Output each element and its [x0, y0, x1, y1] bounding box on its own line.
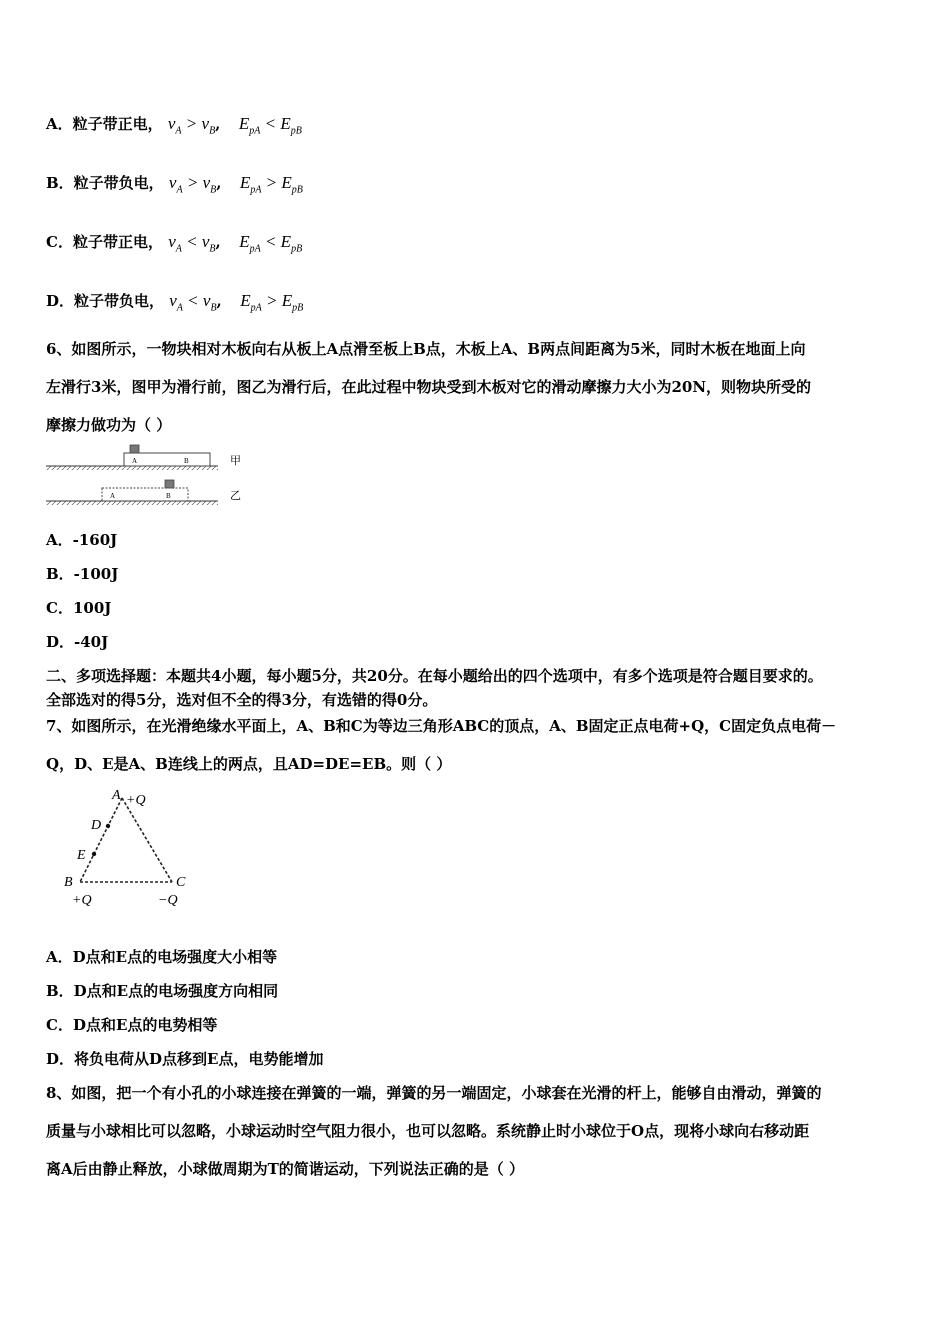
velocity-relation: $v_A < v_B$ — [168, 232, 216, 255]
q7-triangle-figure — [60, 784, 200, 912]
point-d-label: D — [91, 818, 102, 833]
velocity-relation: $v_A > v_B$ — [167, 114, 216, 137]
q5-option-d: D．粒子带负电， $v_A < v_B$, $E_{pA} > E_{pB}$ — [46, 291, 304, 314]
point-e-label: E — [77, 848, 86, 863]
q7-option-b: B．D点和E点的电场强度方向相同 — [46, 982, 279, 1000]
ground-hatch — [46, 501, 218, 505]
vertex-a-label: A — [112, 788, 121, 803]
section2-heading-line1: 二、多项选择题：本题共4小题，每小题5分，共20分。在每小题给出的四个选项中，有多个选项是符合题目要求的。 — [46, 667, 823, 685]
charge-c-label: −Q — [158, 893, 178, 908]
vertex-c-label: C — [176, 875, 186, 890]
q7-stem-line1: 7、如图所示，在光滑绝缘水平面上，A、B和C为等边三角形ABC的顶点，A、B固定正点电荷+Q，C固定负点电荷－ — [46, 717, 837, 735]
q6-option-a: A．-160J — [46, 531, 118, 549]
energy-relation: $E_{pA} > E_{pB}$ — [239, 173, 303, 196]
block-after — [165, 480, 174, 488]
velocity-relation: $v_A > v_B$ — [168, 173, 217, 196]
q6-board-figure — [44, 443, 244, 511]
energy-relation: $E_{pA} < E_{pB}$ — [239, 232, 303, 255]
energy-relation: $E_{pA} < E_{pB}$ — [238, 114, 302, 137]
point-a-label: A — [110, 492, 116, 500]
q6-option-d: D．-40J — [46, 633, 109, 651]
vertex-b-label: B — [64, 875, 73, 890]
point-a-label: A — [132, 457, 138, 465]
section2-heading-line2: 全部选对的得5分，选对但不全的得3分，有选错的得0分。 — [46, 691, 438, 709]
option-label: B．粒子带负电， — [46, 174, 164, 192]
point-d — [106, 824, 110, 828]
point-b-label: B — [184, 457, 189, 465]
q6-stem-line3: 摩擦力做功为（ ） — [46, 416, 172, 434]
charge-a-label: +Q — [126, 793, 146, 808]
charge-b-label: +Q — [72, 893, 92, 908]
option-label: D．粒子带负电， — [46, 292, 165, 310]
q6-stem-line2: 左滑行3米，图甲为滑行前，图乙为滑行后，在此过程中物块受到木板对它的滑动摩擦力大小为20N，则物块所受的 — [46, 378, 812, 396]
side-ab — [80, 798, 122, 882]
q7-stem-line2: Q，D、E是A、B连线上的两点，且AD=DE=EB。则（ ） — [46, 755, 452, 773]
option-label: C．粒子带正电， — [46, 233, 163, 251]
option-label: A．粒子带正电， — [46, 115, 163, 133]
q5-option-b: B．粒子带负电， $v_A > v_B$, $E_{pA} > E_{pB}$ — [46, 173, 303, 196]
q7-option-d: D．将负电荷从D点移到E点，电势能增加 — [46, 1050, 324, 1068]
ground-hatch — [46, 466, 218, 470]
q8-stem-line3: 离A后由静止释放，小球做周期为T的简谐运动，下列说法正确的是（ ） — [46, 1160, 525, 1178]
q8-stem-line2: 质量与小球相比可以忽略，小球运动时空气阻力很小，也可以忽略。系统静止时小球位于O点，现将小球向右移动距 — [46, 1122, 810, 1140]
velocity-relation: $v_A < v_B$ — [169, 291, 217, 314]
q5-option-a: A．粒子带正电， $v_A > v_B$, $E_{pA} < E_{pB}$ — [46, 114, 302, 137]
q7-option-c: C．D点和E点的电势相等 — [46, 1016, 218, 1034]
q6-option-c: C．100J — [46, 599, 112, 617]
energy-relation: $E_{pA} > E_{pB}$ — [240, 291, 304, 314]
block-before — [130, 445, 139, 453]
figure-yi-label: 乙 — [230, 490, 241, 502]
q7-option-a: A．D点和E点的电场强度大小相等 — [46, 948, 278, 966]
point-e — [92, 852, 96, 856]
q6-option-b: B．-100J — [46, 565, 119, 583]
side-ac — [122, 798, 172, 882]
q5-option-c: C．粒子带正电， $v_A < v_B$, $E_{pA} < E_{pB}$ — [46, 232, 303, 255]
figure-jia-label: 甲 — [230, 455, 241, 467]
point-b-label: B — [166, 492, 171, 500]
q8-stem-line1: 8、如图，把一个有小孔的小球连接在弹簧的一端，弹簧的另一端固定，小球套在光滑的杆上，能够自由滑动，弹簧的 — [46, 1084, 822, 1102]
q6-stem-line1: 6、如图所示，一物块相对木板向右从板上A点滑至板上B点，木板上A、B两点间距离为5米，同时木板在地面上向 — [46, 340, 806, 358]
